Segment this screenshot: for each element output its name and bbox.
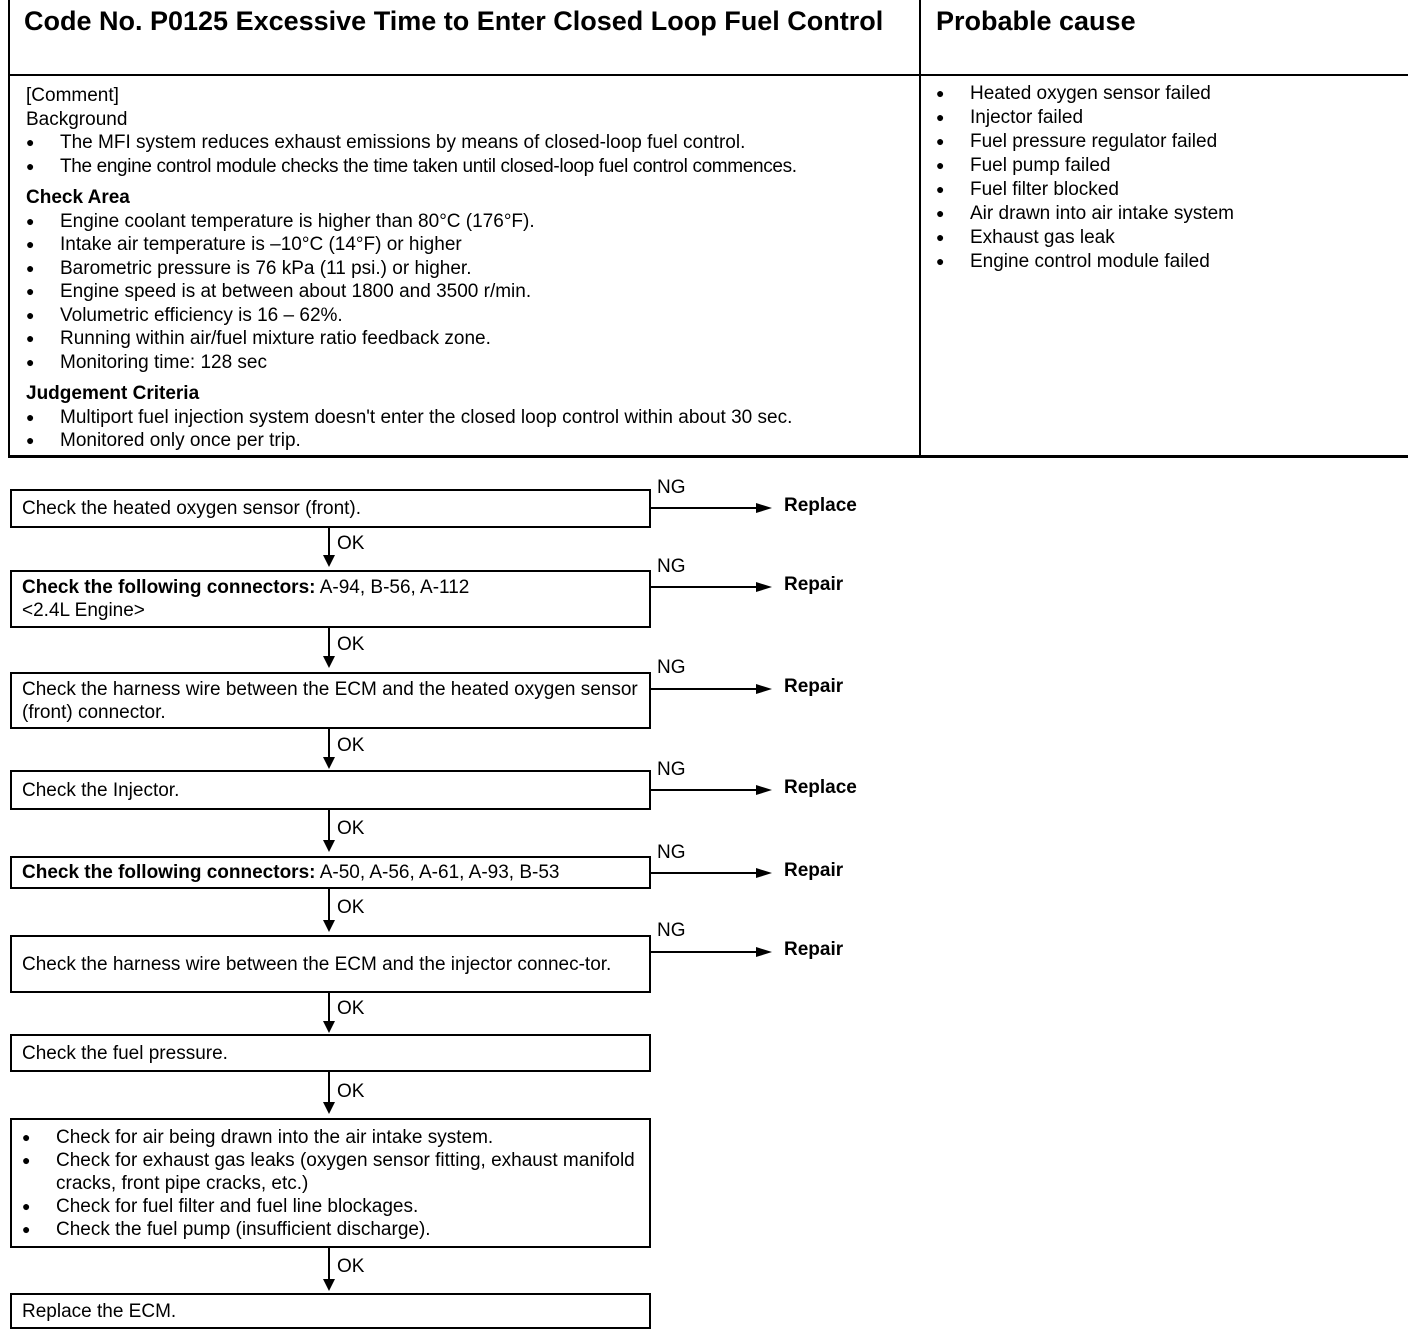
action-repair: Repair — [784, 860, 844, 881]
step-7-box — [10, 1034, 651, 1072]
step-2-bold: Check the following connectors: — [22, 577, 316, 598]
list-item: ● Engine speed is at between about 1800 and 3500 r/min. — [26, 280, 916, 304]
step-1-text: Check the heated oxygen sensor (front). — [22, 498, 362, 519]
comment-label: [Comment] — [26, 85, 119, 106]
ok-arrow — [323, 757, 335, 769]
step-9-text: Replace the ECM. — [22, 1300, 177, 1322]
ng-arrow — [756, 684, 772, 694]
ok-line — [328, 628, 330, 658]
probable-cause-list — [936, 82, 1396, 274]
step-2-line-1 — [22, 576, 639, 599]
list-item: ● Check for air being drawn into the air intake system. — [22, 1126, 639, 1149]
step-4-text: Check the Injector. — [22, 779, 180, 801]
list-item: ● Fuel pressure regulator failed — [936, 130, 1396, 154]
list-item: ● Volumetric efficiency is 16 – 62%. — [26, 304, 916, 328]
list-item: ● The MFI system reduces exhaust emissions by means of closed-loop fuel control. — [26, 131, 916, 155]
step-3-box — [10, 672, 651, 729]
list-item: ● Heated oxygen sensor failed — [936, 82, 1396, 106]
list-item: ● Check for exhaust gas leaks (oxygen sensor fitting, exhaust manifold cracks, front pipe cracks, etc.) — [22, 1149, 639, 1195]
list-item: ● Air drawn into air intake system — [936, 202, 1396, 226]
ng-arrow — [756, 785, 772, 795]
ng-arrow — [756, 582, 772, 592]
action-repair: Repair — [784, 939, 844, 960]
ok-label: OK — [337, 1081, 365, 1102]
ng-label: NG — [657, 759, 686, 780]
table-divider — [919, 0, 921, 457]
check-area-label: Check Area — [26, 187, 130, 208]
ok-line — [328, 528, 330, 558]
ok-line — [328, 729, 330, 759]
list-item: ● Check the fuel pump (insufficient discharge). — [22, 1218, 639, 1241]
list-item: ● Check for fuel filter and fuel line blockages. — [22, 1195, 639, 1218]
step-3-text: Check the harness wire between the ECM and the heated oxygen sensor (front) connector. — [22, 678, 638, 723]
ok-arrow — [323, 1279, 335, 1291]
list-item: ● Engine coolant temperature is higher than 80°C (176°F). — [26, 210, 916, 234]
table-header-rule — [8, 74, 1408, 76]
ok-line — [328, 810, 330, 843]
ng-line — [651, 789, 759, 791]
list-item: ● Running within air/fuel mixture ratio feedback zone. — [26, 327, 916, 351]
step-5-bold: Check the following connectors: — [22, 862, 316, 883]
ok-line — [328, 993, 330, 1023]
description — [26, 84, 916, 453]
ng-line — [651, 507, 759, 509]
ng-arrow — [756, 947, 772, 957]
step-5-box — [10, 856, 651, 889]
list-item: ● Fuel pump failed — [936, 154, 1396, 178]
ok-arrow — [323, 920, 335, 932]
step-7-text: Check the fuel pressure. — [22, 1042, 228, 1064]
page-title: Code No. P0125 Excessive Time to Enter Closed Loop Fuel Control — [24, 6, 884, 36]
list-item: ● Engine control module failed — [936, 250, 1396, 274]
list-item: ● Barometric pressure is 76 kPa (11 psi.) or higher. — [26, 257, 916, 281]
action-replace: Replace — [784, 777, 857, 798]
judgement-label: Judgement Criteria — [26, 383, 200, 404]
list-item: ● Monitored only once per trip. — [26, 429, 916, 453]
ok-line — [328, 1072, 330, 1104]
step-5-line — [22, 861, 639, 884]
step-6-text: Check the harness wire between the ECM and the injector connec-tor. — [22, 953, 612, 975]
ok-label: OK — [337, 735, 365, 756]
step-5-connectors: A-50, A-56, A-61, A-93, B-53 — [315, 862, 560, 883]
ng-line — [651, 951, 759, 953]
ok-arrow — [323, 840, 335, 852]
ng-label: NG — [657, 920, 686, 941]
list-item: ● Fuel filter blocked — [936, 178, 1396, 202]
probable-cause-title: Probable cause — [936, 6, 1136, 36]
ng-line — [651, 872, 759, 874]
background-label: Background — [26, 108, 128, 130]
ng-label: NG — [657, 657, 686, 678]
step-2-line-2: <2.4L Engine> — [22, 600, 145, 621]
ng-label: NG — [657, 842, 686, 863]
list-item: ● Intake air temperature is –10°C (14°F) or higher — [26, 233, 916, 257]
ok-arrow — [323, 555, 335, 567]
table-border-bottom — [8, 455, 1408, 458]
step-6-box — [10, 935, 651, 993]
step-4-box — [10, 770, 651, 810]
list-item: ● Monitoring time: 128 sec — [26, 351, 916, 375]
step-9-box — [10, 1293, 651, 1329]
ng-arrow — [756, 503, 772, 513]
action-replace: Replace — [784, 495, 857, 516]
ng-line — [651, 586, 759, 588]
action-repair: Repair — [784, 676, 844, 697]
ok-label: OK — [337, 818, 365, 839]
list-item: ● The engine control module checks the time taken until closed-loop fuel control commences. — [26, 155, 916, 179]
action-repair: Repair — [784, 574, 844, 595]
ng-label: NG — [657, 477, 686, 498]
ng-line — [651, 688, 759, 690]
list-item: ● Exhaust gas leak — [936, 226, 1396, 250]
ok-label: OK — [337, 1256, 365, 1277]
table-border-left — [8, 0, 10, 457]
step-8-box — [10, 1118, 651, 1248]
ok-arrow — [323, 1021, 335, 1033]
ok-line — [328, 889, 330, 922]
step-2-box — [10, 570, 651, 628]
ng-label: NG — [657, 556, 686, 577]
list-item: ● Injector failed — [936, 106, 1396, 130]
step-1-box — [10, 489, 651, 528]
list-item: ● Multiport fuel injection system doesn't enter the closed loop control within about 30 sec. — [26, 406, 916, 430]
ok-label: OK — [337, 634, 365, 655]
ok-label: OK — [337, 897, 365, 918]
ok-label: OK — [337, 998, 365, 1019]
ok-arrow — [323, 656, 335, 668]
ok-line — [328, 1248, 330, 1281]
ng-arrow — [756, 868, 772, 878]
step-2-connectors: A-94, B-56, A-112 — [315, 577, 470, 598]
ok-label: OK — [337, 533, 365, 554]
ok-arrow — [323, 1102, 335, 1114]
